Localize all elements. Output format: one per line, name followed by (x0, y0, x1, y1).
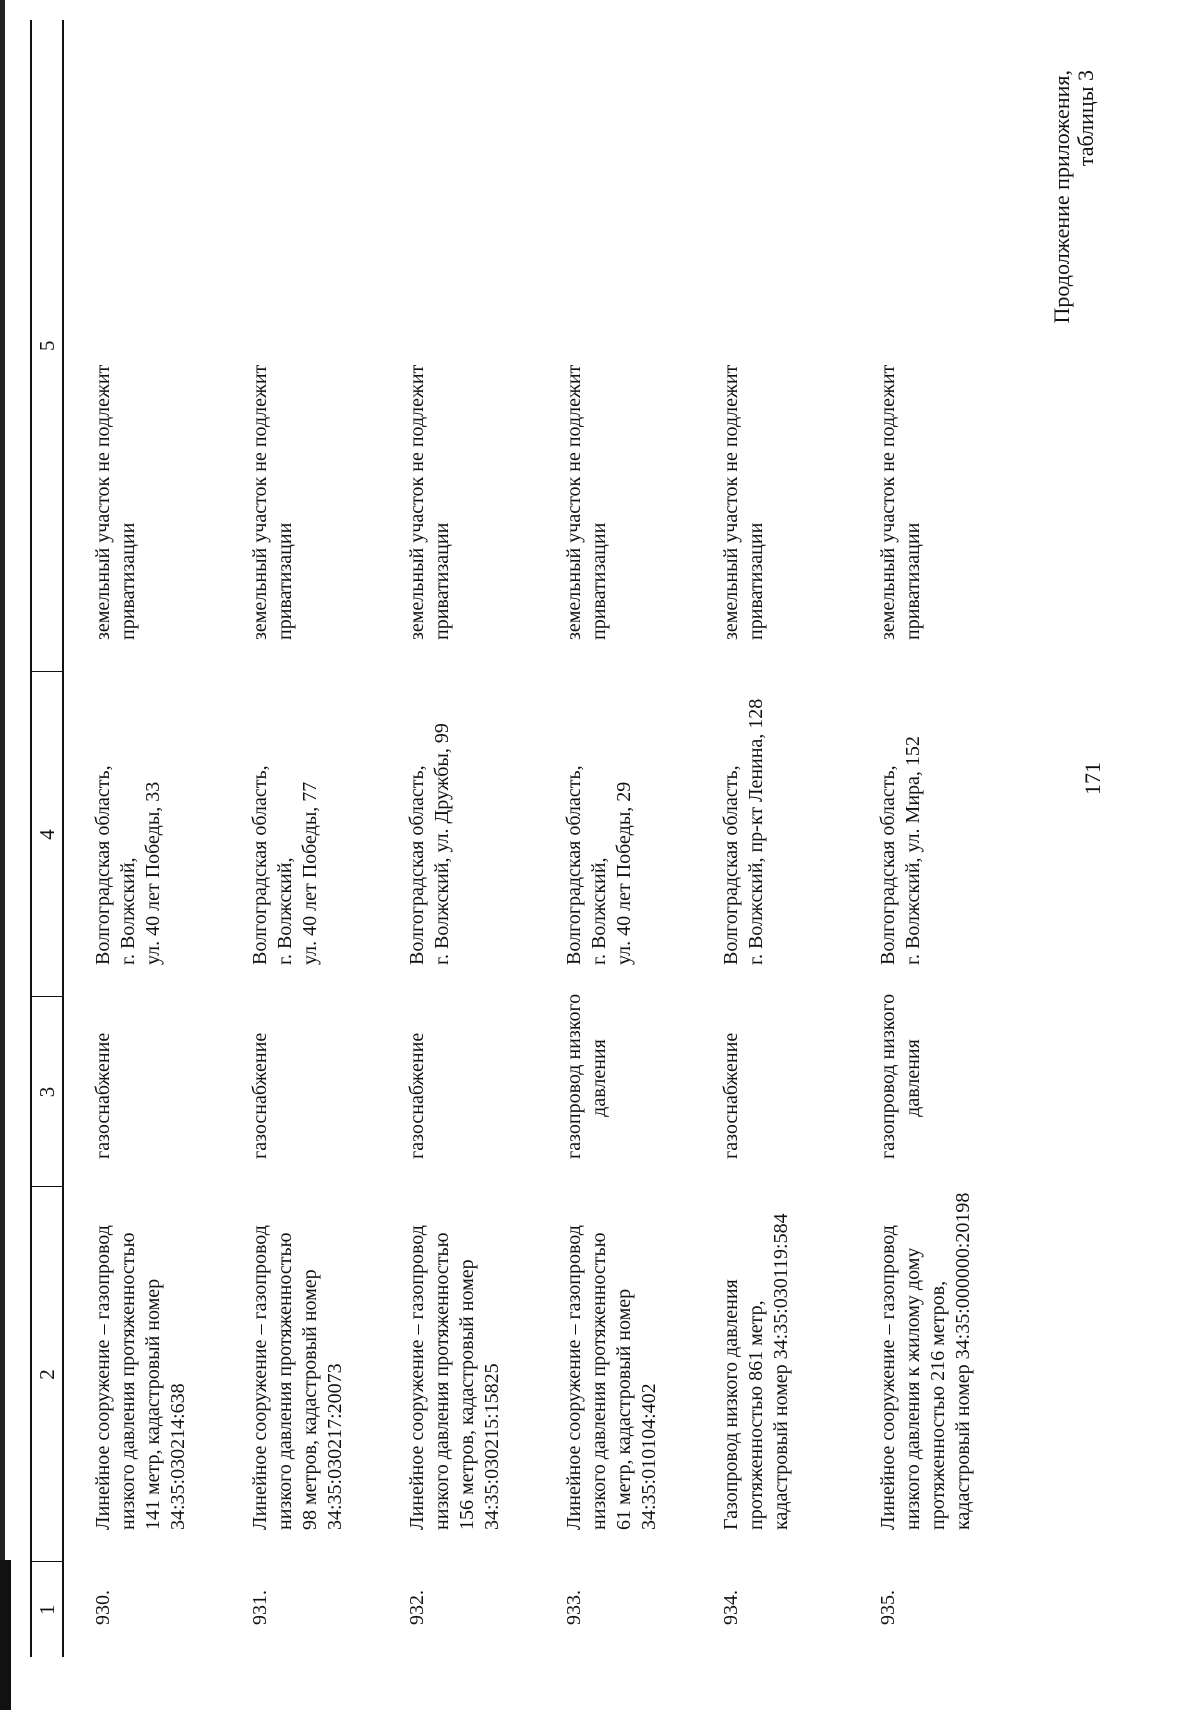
object-note-line: приватизации (273, 522, 296, 640)
object-purpose-line: газоснабжение (248, 1032, 271, 1159)
object-address-line: ул. 40 лет Победы, 29 (612, 781, 635, 965)
row-number: 931. (248, 1590, 271, 1625)
object-note (405, 20, 562, 672)
register-table (30, 20, 1033, 1657)
object-note (91, 20, 248, 672)
object-note (248, 20, 405, 672)
object-name (248, 1187, 405, 1562)
object-note-line: земельный участок не подлежит (562, 364, 585, 640)
object-name-line: низкого давления к жилому дому (901, 1247, 924, 1530)
continuation-line: таблицы 3 (1073, 70, 1099, 167)
object-note (876, 20, 1033, 672)
object-name-line: Газопровод низкого давления (719, 1279, 742, 1530)
row-number: 932. (405, 1590, 428, 1625)
object-address-line: Волгоградская область, (719, 765, 742, 965)
continuation-line: Продолжение приложения, (1049, 70, 1074, 324)
column-header: 4 (31, 672, 63, 997)
object-purpose-line: газоснабжение (91, 1032, 114, 1159)
object-note-line: приватизации (116, 522, 139, 640)
column-header: 1 (31, 1562, 63, 1657)
object-name-line: Линейное сооружение – газопровод (876, 1225, 899, 1530)
table-body (63, 20, 1033, 1657)
object-note-line: земельный участок не подлежит (91, 364, 114, 640)
object-purpose (91, 997, 248, 1187)
object-purpose-line: газоснабжение (719, 1032, 742, 1159)
object-address (876, 672, 1033, 997)
object-address-line: г. Волжский, ул. Дружбы, 99 (430, 723, 453, 965)
object-name (562, 1187, 719, 1562)
object-note-line: приватизации (901, 522, 924, 640)
object-name-line: Линейное сооружение – газопровод (405, 1225, 428, 1530)
object-purpose (562, 993, 719, 1187)
object-address-line: г. Волжский, ул. Мира, 152 (901, 736, 924, 965)
column-header: 5 (31, 20, 63, 672)
object-name-line: кадастровый номер 34:35:030119:584 (769, 1213, 792, 1530)
object-name-line: 156 метров, кадастровый номер (455, 1259, 478, 1530)
table-row (91, 20, 248, 1657)
object-purpose (405, 997, 562, 1187)
object-address (248, 672, 405, 997)
table-row (719, 20, 876, 1657)
object-note-line: приватизации (430, 522, 453, 640)
object-name-line: низкого давления протяженностью (116, 1232, 139, 1530)
object-address-line: Волгоградская область, (562, 765, 585, 965)
object-name-line: Линейное сооружение – газопровод (248, 1225, 271, 1530)
object-name-line: 34:35:030214:638 (166, 1383, 189, 1530)
object-name-line: 61 метр, кадастровый номер (612, 1288, 635, 1530)
table-row (405, 20, 562, 1657)
column-header: 2 (31, 1187, 63, 1562)
object-note-line: приватизации (587, 522, 610, 640)
object-address (91, 672, 248, 997)
object-note-line: приватизации (744, 522, 767, 640)
object-name (876, 1187, 1033, 1562)
object-address-line: г. Волжский, (116, 857, 139, 965)
object-name-line: 141 метр, кадастровый номер (141, 1278, 164, 1530)
object-address-line: Волгоградская область, (876, 765, 899, 965)
object-purpose-line: давления (901, 1039, 924, 1117)
object-name (719, 1187, 876, 1562)
object-address (719, 672, 876, 997)
object-purpose (876, 993, 1033, 1187)
object-address-line: Волгоградская область, (405, 765, 428, 965)
object-name-line: 34:35:010104:402 (637, 1383, 660, 1530)
object-purpose-line: газопровод низкого (562, 993, 585, 1159)
object-name-line: протяженностью 861 метр, (744, 1300, 767, 1530)
object-note-line: земельный участок не подлежит (719, 364, 742, 640)
object-note (562, 20, 719, 672)
object-name-line: низкого давления протяженностью (587, 1232, 610, 1530)
object-purpose (719, 997, 876, 1187)
object-name-line: Линейное сооружение – газопровод (91, 1225, 114, 1530)
object-name-line: низкого давления протяженностью (273, 1232, 296, 1530)
table-row (876, 20, 1033, 1657)
object-name-line: протяженностью 216 метров, (926, 1280, 949, 1530)
object-note-line: земельный участок не подлежит (248, 364, 271, 640)
object-address-line: Волгоградская область, (91, 765, 114, 965)
row-number: 930. (91, 1590, 114, 1625)
continuation-note (1050, 70, 1098, 340)
object-name-line: 98 метров, кадастровый номер (298, 1269, 321, 1530)
column-header: 3 (31, 997, 63, 1187)
object-address-line: ул. 40 лет Победы, 33 (141, 781, 164, 965)
object-note (719, 20, 876, 672)
row-number: 935. (876, 1590, 899, 1625)
object-name (405, 1187, 562, 1562)
object-purpose-line: давления (587, 1039, 610, 1117)
spacer-cell (63, 20, 91, 1657)
table-row (562, 20, 719, 1657)
object-name-line: кадастровый номер 34:35:000000:20198 (951, 1192, 974, 1530)
object-address-line: Волгоградская область, (248, 765, 271, 965)
object-address-line: г. Волжский, пр-кт Ленина, 128 (744, 698, 767, 965)
page-number: 171 (1080, 762, 1105, 795)
object-address (562, 672, 719, 997)
object-note-line: земельный участок не подлежит (876, 364, 899, 640)
object-note-line: земельный участок не подлежит (405, 364, 428, 640)
object-name-line: низкого давления протяженностью (430, 1232, 453, 1530)
object-name-line: 34:35:030217:20073 (323, 1363, 346, 1530)
table-header-row (31, 20, 63, 1657)
row-number: 933. (562, 1590, 585, 1625)
object-address-line: г. Волжский, (273, 857, 296, 965)
object-name-line: 34:35:030215:15825 (480, 1363, 503, 1530)
row-number: 934. (719, 1590, 742, 1625)
object-address (405, 672, 562, 997)
spacer-row (63, 20, 91, 1657)
object-name (91, 1187, 248, 1562)
object-address-line: г. Волжский, (587, 857, 610, 965)
object-purpose (248, 997, 405, 1187)
object-purpose-line: газоснабжение (405, 1032, 428, 1159)
object-address-line: ул. 40 лет Победы, 77 (298, 781, 321, 965)
object-purpose-line: газопровод низкого (876, 993, 899, 1159)
table-row (248, 20, 405, 1657)
object-name-line: Линейное сооружение – газопровод (562, 1225, 585, 1530)
